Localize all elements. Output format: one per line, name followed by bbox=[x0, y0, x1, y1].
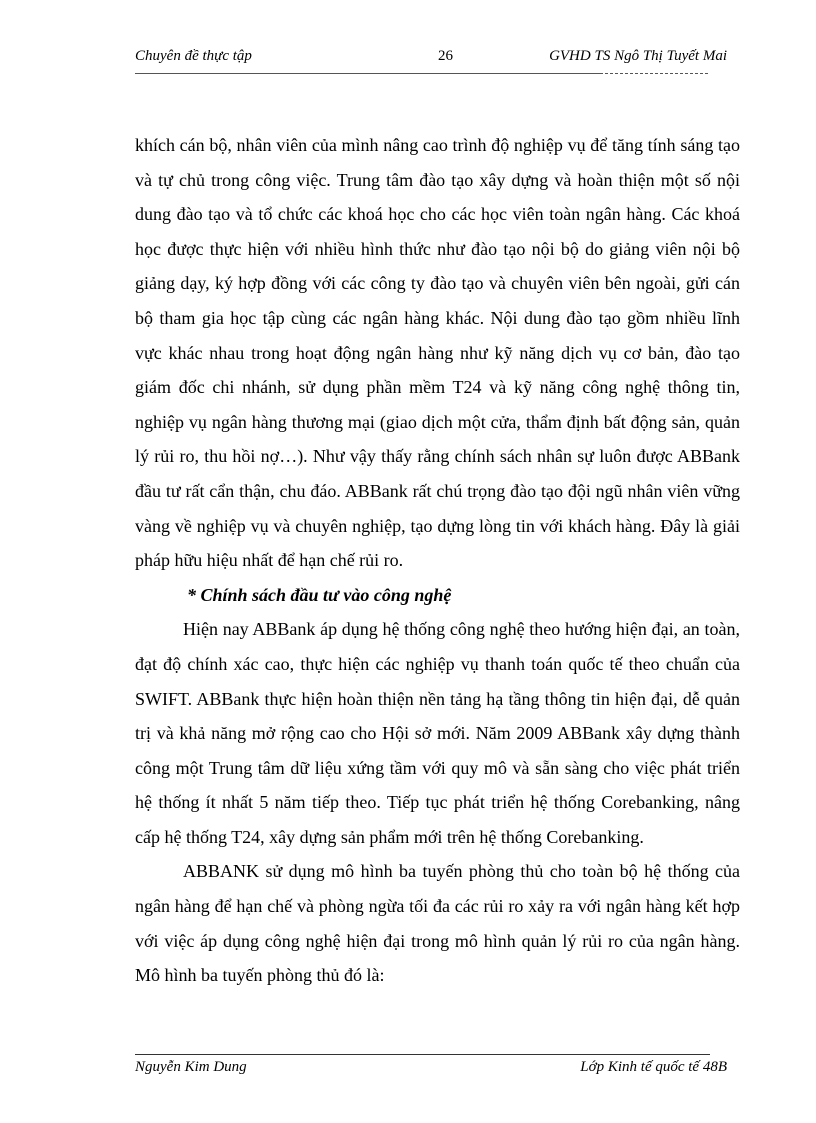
footer-class: Lớp Kinh tế quốc tế 48B bbox=[580, 1059, 727, 1075]
footer-divider bbox=[135, 1054, 710, 1055]
page-header bbox=[135, 46, 727, 70]
paragraph-training: khích cán bộ, nhân viên của mình nâng cao trình độ nghiệp vụ để tăng tính sáng tạo và tự chủ trong công việc. Trung tâm đào tạo xây dựng và hoàn thiện một số nội dung đào tạo và tổ chức các khoá học cho các học viên toàn ngân hàng. Các khoá học được thực hiện với nhiều hình thức như đào tạo nội bộ do giảng viên nội bộ giảng dạy, ký hợp đồng với các công ty đào tạo và chuyên viên bên ngoài, gửi cán bộ tham gia học tập cùng các ngân hàng khác. Nội dung đào tạo gồm nhiều lĩnh vực khác nhau trong hoạt động ngân hàng như kỹ năng dịch vụ cơ bản, đào tạo giám đốc chi nhánh, sử dụng phần mềm T24 và kỹ năng công nghệ thông tin, nghiệp vụ ngân hàng thương mại (giao dịch một cửa, thẩm định bất động sản, quản lý rủi ro, thu hồi nợ…). Như vậy thấy rằng chính sách nhân sự luôn được ABBank đầu tư rất cẩn thận, chu đáo. ABBank rất chú trọng đào tạo đội ngũ nhân viên vững vàng về nghiệp vụ và chuyên nghiệp, tạo dựng lòng tin với khách hàng. Đây là giải pháp hữu hiệu nhất để hạn chế rủi ro. bbox=[135, 135, 740, 571]
paragraph-technology: Hiện nay ABBank áp dụng hệ thống công nghệ theo hướng hiện đại, an toàn, đạt độ chính xác cao, thực hiện các nghiệp vụ thanh toán quốc tế theo chuẩn của SWIFT. ABBank thực hiện hoàn thiện nền tảng hạ tầng thông tin hiện đại, dễ quản trị và khả năng mở rộng cao cho Hội sở mới. Năm 2009 ABBank xây dựng thành công một Trung tâm dữ liệu xứng tầm với quy mô và sẵn sàng cho việc phát triển hệ thống ít nhất 5 năm tiếp theo. Tiếp tục phát triển hệ thống Corebanking, nâng cấp hệ thống T24, xây dựng sản phẩm mới trên hệ thống Corebanking. bbox=[135, 619, 740, 847]
page-number: 26 bbox=[438, 48, 453, 64]
footer-author: Nguyễn Kim Dung bbox=[135, 1059, 247, 1075]
paragraph-three-lines-of-defense: ABBANK sử dụng mô hình ba tuyến phòng thủ cho toàn bộ hệ thống của ngân hàng để hạn chế và phòng ngừa tối đa các rủi ro xảy ra với ngân hàng kết hợp với việc áp dụng công nghệ hiện đại trong mô hình quản lý rủi ro của ngân hàng. Mô hình ba tuyến phòng thủ đó là: bbox=[135, 861, 740, 986]
header-document-title: Chuyên đề thực tập bbox=[135, 48, 252, 64]
section-heading-technology: * Chính sách đầu tư vào công nghệ bbox=[187, 584, 452, 605]
document-body bbox=[135, 128, 740, 993]
header-divider-dashed-segment bbox=[600, 73, 708, 74]
page-footer bbox=[135, 1057, 727, 1081]
header-supervisor: GVHD TS Ngô Thị Tuyết Mai bbox=[549, 48, 727, 64]
